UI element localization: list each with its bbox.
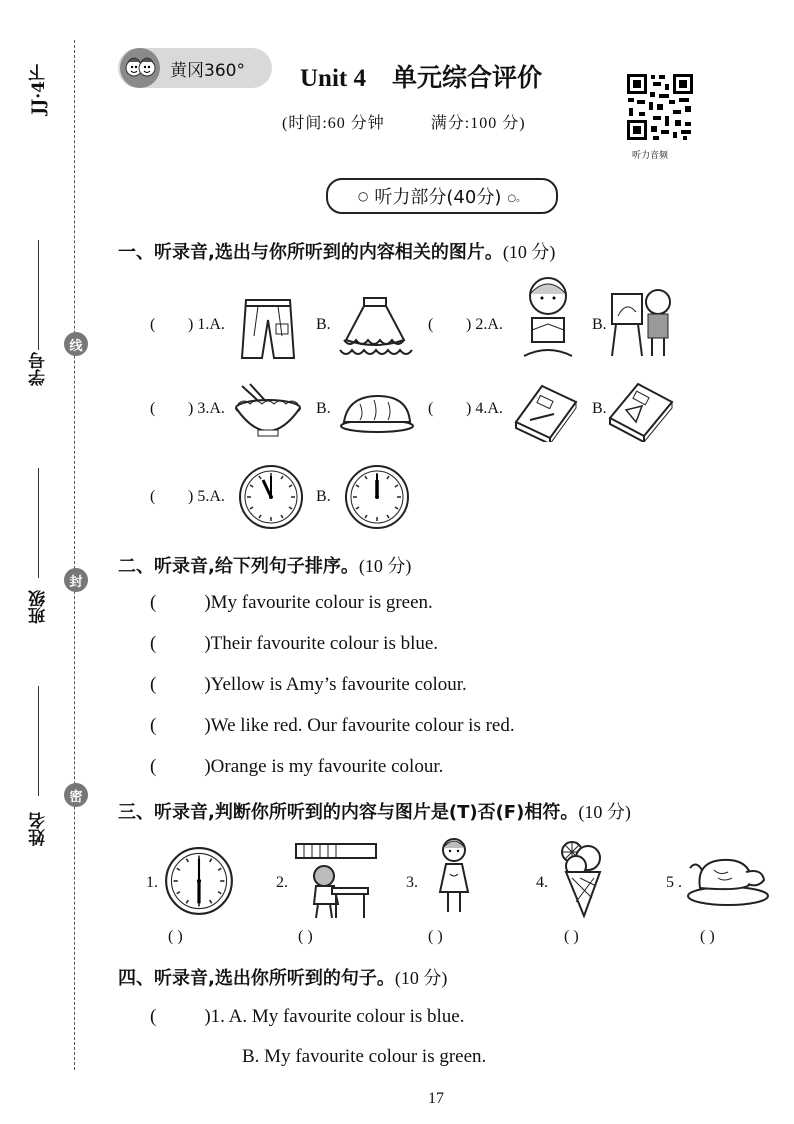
answer-paren[interactable]: ( (150, 756, 157, 777)
answer-paren[interactable]: ( (150, 674, 157, 695)
student-no-line (38, 240, 39, 350)
name-line (38, 686, 39, 796)
q1-item4-optb: B. (592, 400, 607, 417)
brand-name: 黄冈360° (170, 60, 245, 81)
skirt-icon[interactable] (336, 294, 414, 364)
roast-chicken-icon[interactable] (686, 848, 770, 908)
girl-reading-icon[interactable] (518, 274, 578, 364)
clock-icon[interactable] (238, 464, 304, 530)
q1-item1-optb: B. (316, 316, 331, 333)
trousers-icon[interactable] (236, 296, 300, 362)
answer-paren[interactable]: ( (150, 633, 157, 654)
q2-sentence: Yellow is Amy’s favourite colour. (210, 674, 467, 695)
q2-sentence: We like red. Our favourite colour is red. (210, 715, 515, 736)
circle-icon: ○ (357, 189, 369, 203)
clock-icon[interactable] (344, 464, 410, 530)
book-code: JJ·4下 (29, 64, 49, 115)
q2-sentence: My favourite colour is green. (210, 592, 433, 613)
q2-list (150, 592, 515, 797)
q1-item3-num: ) 3.A. (188, 400, 225, 417)
q2-sentence: Their favourite colour is blue. (210, 633, 439, 654)
q1-answer-open-2[interactable]: ( (428, 316, 434, 333)
page-title (300, 58, 542, 94)
exam-info (282, 110, 526, 133)
q3-item3-num: 3. (406, 874, 418, 891)
q1-item2-optb: B. (592, 316, 607, 333)
class-label: 班级 (29, 590, 49, 624)
q3-item5-num: 5 . (666, 874, 682, 891)
class-line (38, 468, 39, 578)
listening-section-title (326, 178, 558, 214)
answer-paren[interactable]: ( (150, 715, 157, 736)
title-cn: 单元综合评价 (391, 63, 542, 92)
q1-item5-optb: B. (316, 488, 331, 505)
q3-heading: 三、听录音,判断你所听到的内容与图片是(T)否(F)相符。(10 分) (118, 802, 631, 823)
q2-row: ( )Yellow is Amy’s favourite colour. (150, 674, 467, 695)
q3-item2-num: 2. (276, 874, 288, 891)
q2-sentence: Orange is my favourite colour. (210, 756, 444, 777)
qr-code-icon[interactable] (625, 72, 695, 142)
q2-row: ( )Orange is my favourite colour. (150, 756, 444, 777)
page-number: 17 (428, 1090, 444, 1107)
girl-icon[interactable] (434, 836, 474, 916)
unit-label: Unit 4 (300, 65, 366, 92)
q1-answer-open-4[interactable]: ( (428, 400, 434, 417)
q3-answer-4[interactable]: ( ) (564, 928, 579, 945)
q1-item1-num: ) 1.A. (188, 316, 225, 333)
boy-drawing-icon[interactable] (608, 286, 676, 360)
q3-item4-num: 4. (536, 874, 548, 891)
q2-row: ( )We like red. Our favourite colour is red. (150, 715, 515, 736)
listening-section-label: 听力部分(40分) (374, 187, 502, 208)
classroom-icon[interactable] (294, 842, 378, 920)
q4-heading: 四、听录音,选出你所听到的句子。(10 分) (118, 968, 448, 989)
ice-cream-icon[interactable] (554, 838, 610, 918)
answer-paren[interactable]: ( (150, 592, 157, 613)
q1-heading: 一、听录音,选出与你所听到的内容相关的图片。(10 分) (118, 242, 556, 263)
math-book-icon[interactable] (606, 378, 676, 442)
q4-option-a: )1. A. My favourite colour is blue. (204, 1006, 465, 1027)
q1-item4-num: ) 4.A. (466, 400, 503, 417)
q2-row: ( )Their favourite colour is blue. (150, 633, 439, 654)
name-label: 姓名 (29, 812, 49, 846)
answer-paren[interactable]: ( (150, 1006, 157, 1027)
dots-icon: ○。 (507, 192, 527, 204)
chinese-book-icon[interactable] (512, 380, 580, 442)
q1-answer-open-5[interactable]: ( (150, 488, 156, 505)
brand-logo (118, 48, 272, 88)
student-no-label: 学号 (29, 352, 49, 386)
q1-answer-open-3[interactable]: ( (150, 400, 156, 417)
q3-answer-3[interactable]: ( ) (428, 928, 443, 945)
q1-item5-num: ) 5.A. (188, 488, 225, 505)
q1-item2-num: ) 2.A. (466, 316, 503, 333)
bread-icon[interactable] (338, 390, 416, 434)
q2-heading: 二、听录音,给下列句子排序。(10 分) (118, 556, 412, 577)
q4-option-b: B. My favourite colour is green. (242, 1046, 487, 1067)
q2-row: ( )My favourite colour is green. (150, 592, 433, 613)
seal-mi: 密 (64, 783, 88, 807)
qr-caption: 听力音频 (632, 151, 669, 161)
q4-item1 (150, 1006, 464, 1028)
binding-dashed-line (74, 40, 75, 1070)
q3-answer-5[interactable]: ( ) (700, 928, 715, 945)
noodles-icon[interactable] (232, 382, 304, 440)
seal-xian: 线 (64, 332, 88, 356)
exam-time: (时间:60 分钟 (282, 115, 385, 132)
cartoon-kids-icon (120, 48, 160, 88)
q3-item1-num: 1. (146, 874, 158, 891)
clock-icon[interactable] (164, 846, 234, 916)
seal-feng: 封 (64, 568, 88, 592)
q1-answer-open[interactable]: ( (150, 316, 156, 333)
q3-answer-1[interactable]: ( ) (168, 928, 183, 945)
exam-score: 满分:100 分) (430, 115, 526, 132)
q1-item3-optb: B. (316, 400, 331, 417)
q3-answer-2[interactable]: ( ) (298, 928, 313, 945)
